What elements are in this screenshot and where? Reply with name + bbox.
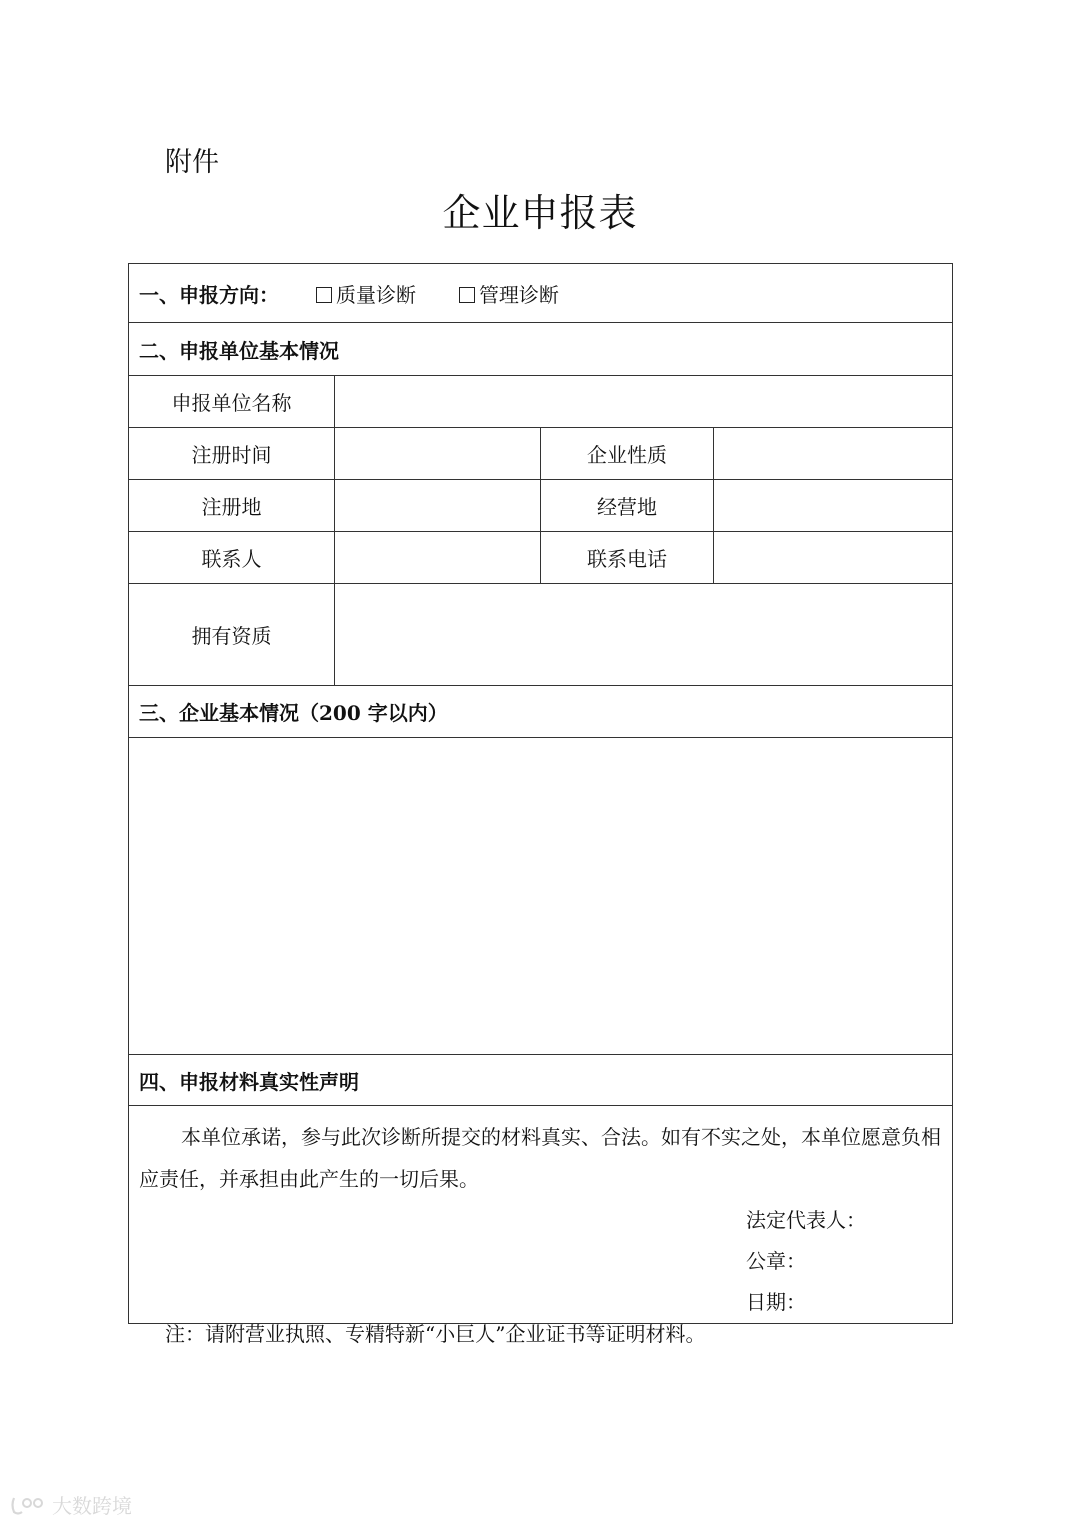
section-4-heading: 四、申报材料真实性声明 — [129, 1055, 953, 1106]
field-registration-place[interactable] — [335, 480, 541, 532]
watermark — [10, 1490, 132, 1519]
legal-representative-label: 法定代表人： — [746, 1208, 866, 1232]
label-business-place: 经营地 — [541, 480, 714, 532]
option-label: 质量诊断 — [335, 282, 416, 307]
declaration-text: 本单位承诺，参与此次诊断所提交的材料真实、合法。如有不实之处，本单位愿意负相应责任，并承担由此产生的一切后果。 — [139, 1125, 941, 1191]
field-enterprise-nature[interactable] — [714, 428, 953, 480]
field-contact-phone[interactable] — [714, 532, 953, 584]
field-contact-person[interactable] — [335, 532, 541, 584]
section-3-heading: 三、企业基本情况（200 字以内） — [129, 686, 953, 738]
option-quality-diagnosis[interactable] — [316, 279, 416, 308]
checkbox-icon[interactable] — [459, 287, 475, 303]
watermark-text: 大数跨境 — [52, 1494, 132, 1518]
label-registration-place: 注册地 — [129, 480, 335, 532]
label-qualification: 拥有资质 — [129, 584, 335, 686]
label-unit-name: 申报单位名称 — [129, 376, 335, 428]
checkbox-icon[interactable] — [316, 287, 332, 303]
field-registration-time[interactable] — [335, 428, 541, 480]
field-enterprise-overview[interactable] — [129, 738, 953, 1055]
section-declaration-direction — [129, 264, 953, 323]
field-unit-name[interactable] — [335, 376, 953, 428]
option-label: 管理诊断 — [478, 282, 559, 307]
label-contact-person: 联系人 — [129, 532, 335, 584]
application-form — [128, 263, 953, 1324]
label-enterprise-nature: 企业性质 — [541, 428, 714, 480]
attachment-label: 附件 — [165, 147, 219, 178]
declaration-block — [129, 1106, 953, 1324]
field-business-place[interactable] — [714, 480, 953, 532]
seal-label: 公章： — [746, 1249, 806, 1273]
field-qualification[interactable] — [335, 584, 953, 686]
date-label: 日期： — [746, 1290, 806, 1314]
footnote: 注：请附营业执照、专精特新“小巨人”企业证书等证明材料。 — [165, 1322, 706, 1346]
section-2-heading: 二、申报单位基本情况 — [129, 323, 953, 376]
label-contact-phone: 联系电话 — [541, 532, 714, 584]
option-management-diagnosis[interactable] — [459, 279, 559, 308]
section-1-label: 一、申报方向： — [139, 282, 279, 307]
label-registration-time: 注册时间 — [129, 428, 335, 480]
form-title: 企业申报表 — [442, 191, 638, 235]
watermark-logo-icon — [10, 1494, 46, 1516]
